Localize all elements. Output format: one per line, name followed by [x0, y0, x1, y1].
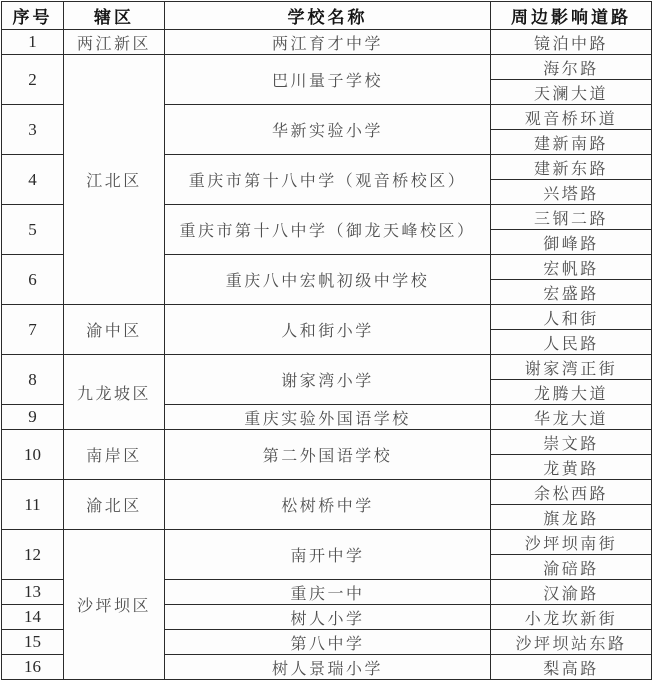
- road-cell: 崇文路: [491, 430, 652, 455]
- table-header-row: [2, 2, 652, 30]
- road-cell: 渝碚路: [491, 555, 652, 580]
- row-number-cell: 16: [2, 655, 64, 680]
- row-number-cell: 13: [2, 580, 64, 605]
- school-name-cell: 重庆一中: [165, 580, 491, 605]
- school-name-cell: 树人景瑞小学: [165, 655, 491, 680]
- road-cell: 沙坪坝南街: [491, 530, 652, 555]
- row-number-cell: 4: [2, 155, 64, 205]
- school-name-cell: 两江育才中学: [165, 30, 491, 55]
- road-cell: 天澜大道: [491, 80, 652, 105]
- row-number-cell: 6: [2, 255, 64, 305]
- school-name-cell: 南开中学: [165, 530, 491, 580]
- school-name-cell: 松树桥中学: [165, 480, 491, 530]
- column-header-roads: 周边影响道路: [491, 2, 652, 30]
- road-cell: 宏盛路: [491, 280, 652, 305]
- column-header-school: 学校名称: [165, 2, 491, 30]
- school-name-cell: 人和街小学: [165, 305, 491, 355]
- school-name-cell: 重庆市第十八中学（观音桥校区）: [165, 155, 491, 205]
- table-row: [2, 430, 652, 455]
- school-name-cell: 重庆实验外国语学校: [165, 405, 491, 430]
- table-row: [2, 55, 652, 80]
- road-cell: 旗龙路: [491, 505, 652, 530]
- road-cell: 观音桥环道: [491, 105, 652, 130]
- school-name-cell: 树人小学: [165, 605, 491, 630]
- road-cell: 余松西路: [491, 480, 652, 505]
- school-name-cell: 第八中学: [165, 630, 491, 655]
- school-name-cell: 第二外国语学校: [165, 430, 491, 480]
- road-cell: 龙腾大道: [491, 380, 652, 405]
- table-row: [2, 30, 652, 55]
- row-number-cell: 11: [2, 480, 64, 530]
- table-row: [2, 305, 652, 330]
- road-cell: 谢家湾正街: [491, 355, 652, 380]
- road-cell: 御峰路: [491, 230, 652, 255]
- road-cell: 小龙坎新街: [491, 605, 652, 630]
- schools-roads-table: [1, 1, 652, 680]
- district-cell: 渝中区: [64, 305, 165, 355]
- table-row: [2, 355, 652, 380]
- road-cell: 人和街: [491, 305, 652, 330]
- table-row: [2, 480, 652, 505]
- table-row: [2, 530, 652, 555]
- road-cell: 宏帆路: [491, 255, 652, 280]
- district-cell: 江北区: [64, 55, 165, 305]
- road-cell: 镜泊中路: [491, 30, 652, 55]
- row-number-cell: 12: [2, 530, 64, 580]
- school-name-cell: 重庆市第十八中学（御龙天峰校区）: [165, 205, 491, 255]
- road-cell: 人民路: [491, 330, 652, 355]
- road-cell: 梨高路: [491, 655, 652, 680]
- school-name-cell: 巴川量子学校: [165, 55, 491, 105]
- row-number-cell: 10: [2, 430, 64, 480]
- road-cell: 华龙大道: [491, 405, 652, 430]
- district-cell: 九龙坡区: [64, 355, 165, 430]
- road-cell: 建新南路: [491, 130, 652, 155]
- district-cell: 南岸区: [64, 430, 165, 480]
- row-number-cell: 9: [2, 405, 64, 430]
- row-number-cell: 3: [2, 105, 64, 155]
- road-cell: 海尔路: [491, 55, 652, 80]
- row-number-cell: 2: [2, 55, 64, 105]
- row-number-cell: 15: [2, 630, 64, 655]
- road-cell: 兴塔路: [491, 180, 652, 205]
- column-header-no: 序号: [2, 2, 64, 30]
- district-cell: 沙坪坝区: [64, 530, 165, 680]
- district-cell: 渝北区: [64, 480, 165, 530]
- column-header-district: 辖区: [64, 2, 165, 30]
- row-number-cell: 8: [2, 355, 64, 405]
- school-name-cell: 重庆八中宏帆初级中学校: [165, 255, 491, 305]
- row-number-cell: 7: [2, 305, 64, 355]
- school-name-cell: 谢家湾小学: [165, 355, 491, 405]
- row-number-cell: 14: [2, 605, 64, 630]
- road-cell: 建新东路: [491, 155, 652, 180]
- road-cell: 龙黄路: [491, 455, 652, 480]
- district-cell: 两江新区: [64, 30, 165, 55]
- table-body: [2, 30, 652, 680]
- road-cell: 沙坪坝站东路: [491, 630, 652, 655]
- row-number-cell: 5: [2, 205, 64, 255]
- road-cell: 汉渝路: [491, 580, 652, 605]
- school-name-cell: 华新实验小学: [165, 105, 491, 155]
- row-number-cell: 1: [2, 30, 64, 55]
- road-cell: 三钢二路: [491, 205, 652, 230]
